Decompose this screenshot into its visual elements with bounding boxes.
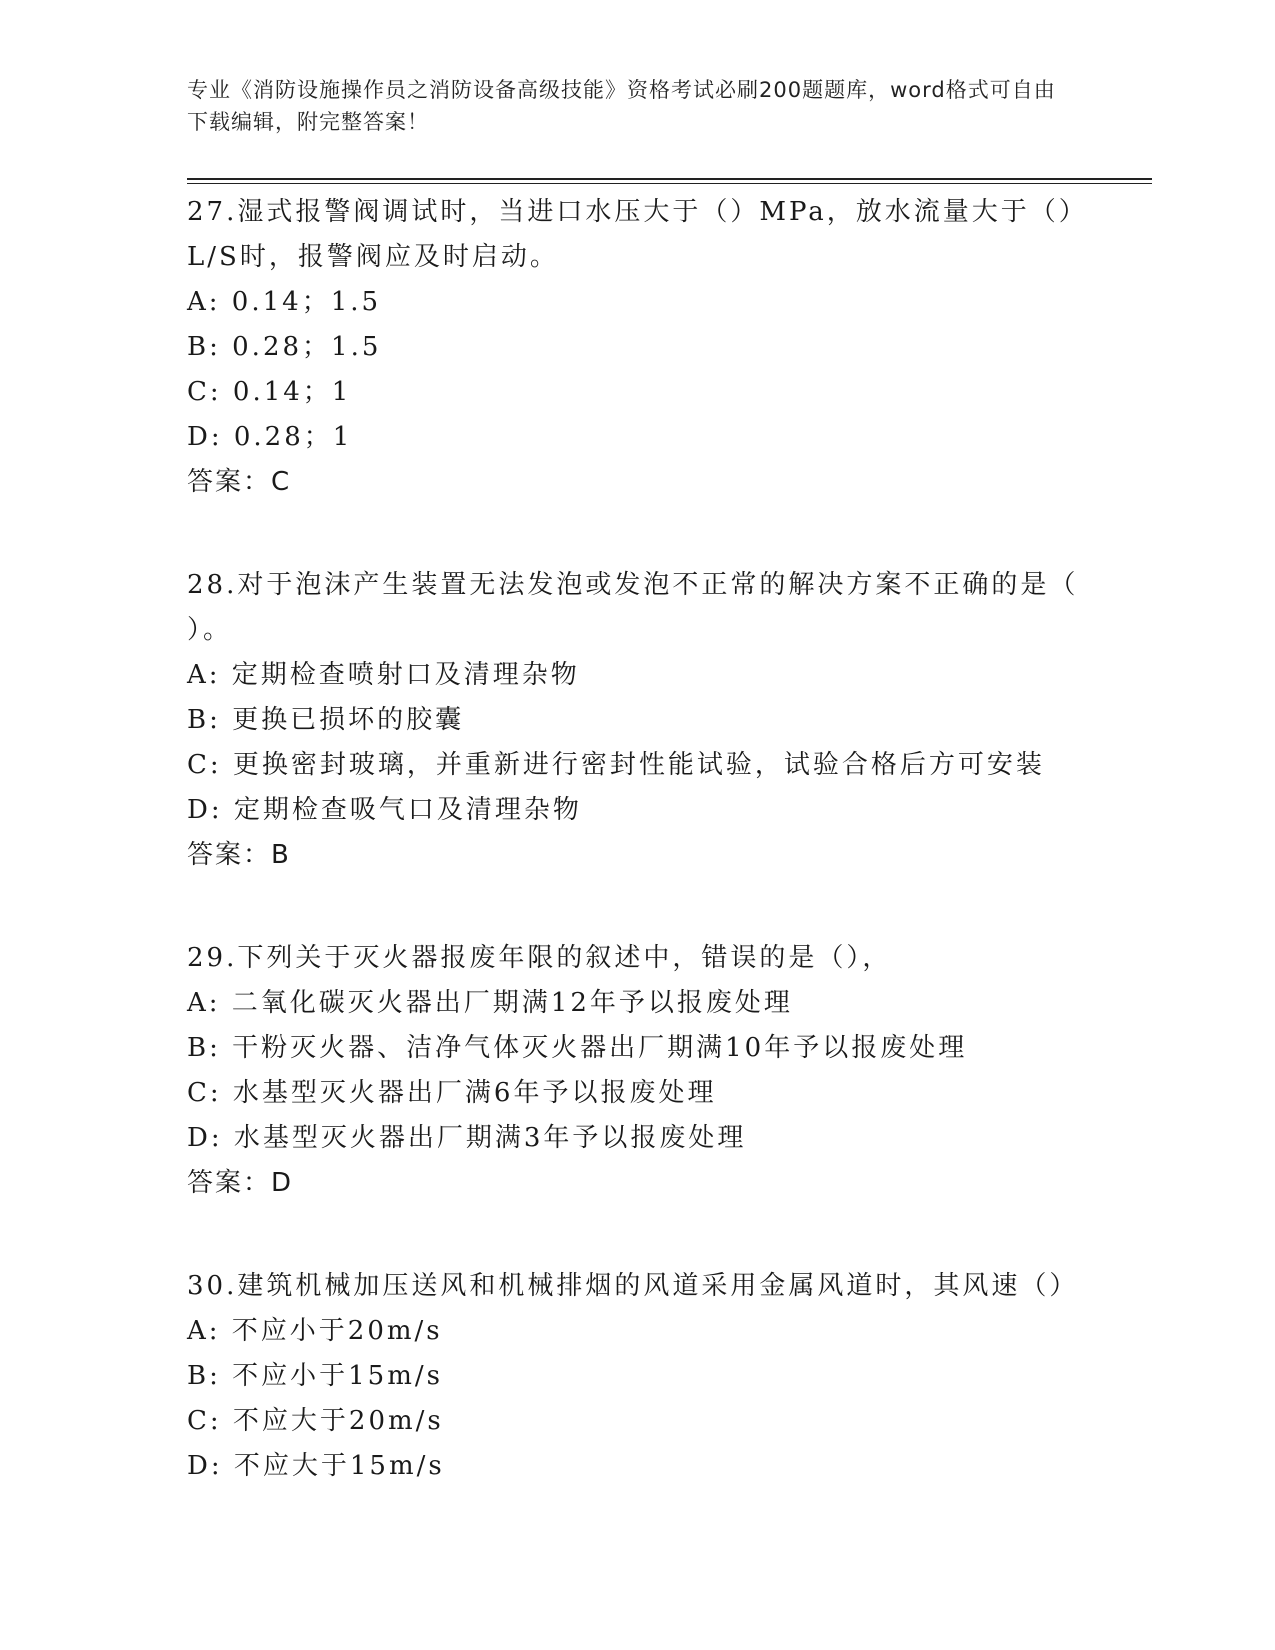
- question-stem: 30.建筑机械加压送风和机械排烟的风道采用金属风道时，其风速（）: [187, 1271, 1079, 1301]
- option-a: A: 不应小于20m/s: [187, 1316, 443, 1346]
- question-stem: 28.对于泡沫产生装置无法发泡或发泡不正常的解决方案不正确的是（: [187, 570, 1079, 600]
- question-29: [187, 936, 1087, 1206]
- answer: 答案：C: [187, 467, 292, 497]
- question-stem-continued: L/S时，报警阀应及时启动。: [187, 242, 559, 272]
- document-intro: 专业《消防设施操作员之消防设备高级技能》资格考试必刷200题题库，word格式可自由下载编辑，附完整答案！: [187, 78, 1056, 134]
- option-a: A: 0.14；1.5: [187, 287, 382, 317]
- option-b: B: 更换已损坏的胶囊: [187, 705, 465, 735]
- question-stem-continued: ）。: [187, 615, 233, 645]
- option-b: B: 干粉灭火器、洁净气体灭火器出厂期满10年予以报废处理: [187, 1033, 968, 1063]
- answer: 答案：B: [187, 840, 291, 870]
- question-30: [187, 1264, 1087, 1489]
- option-c: C: 水基型灭火器出厂满6年予以报废处理: [187, 1078, 717, 1108]
- option-d: D: 定期检查吸气口及清理杂物: [187, 795, 582, 825]
- option-c: C: 不应大于20m/s: [187, 1406, 444, 1436]
- option-c: C: 0.14；1: [187, 377, 352, 407]
- question-stem: 27.湿式报警阀调试时，当进口水压大于（）MPa，放水流量大于（）: [187, 197, 1088, 227]
- option-a: A: 二氧化碳灭火器出厂期满12年予以报废处理: [187, 988, 793, 1018]
- question-28: [187, 563, 1087, 878]
- option-d: D: 不应大于15m/s: [187, 1451, 445, 1481]
- question-27: [187, 190, 1087, 505]
- option-d: D: 水基型灭火器出厂期满3年予以报废处理: [187, 1123, 747, 1153]
- option-b: B: 0.28；1.5: [187, 332, 382, 362]
- option-a: A: 定期检查喷射口及清理杂物: [187, 660, 580, 690]
- spacer: [187, 505, 1087, 550]
- spacer: [187, 878, 1087, 923]
- option-c: C: 更换密封玻璃，并重新进行密封性能试验，试验合格后方可安装: [187, 750, 1045, 780]
- option-d: D: 0.28；1: [187, 422, 353, 452]
- spacer: [187, 1206, 1087, 1251]
- question-stem: 29.下列关于灭火器报废年限的叙述中，错误的是（），: [187, 943, 892, 973]
- header-rule-thin: [187, 183, 1152, 184]
- header-rule-thick: [187, 178, 1152, 180]
- answer: 答案：D: [187, 1168, 294, 1198]
- question-list: [187, 190, 1087, 1489]
- option-b: B: 不应小于15m/s: [187, 1361, 443, 1391]
